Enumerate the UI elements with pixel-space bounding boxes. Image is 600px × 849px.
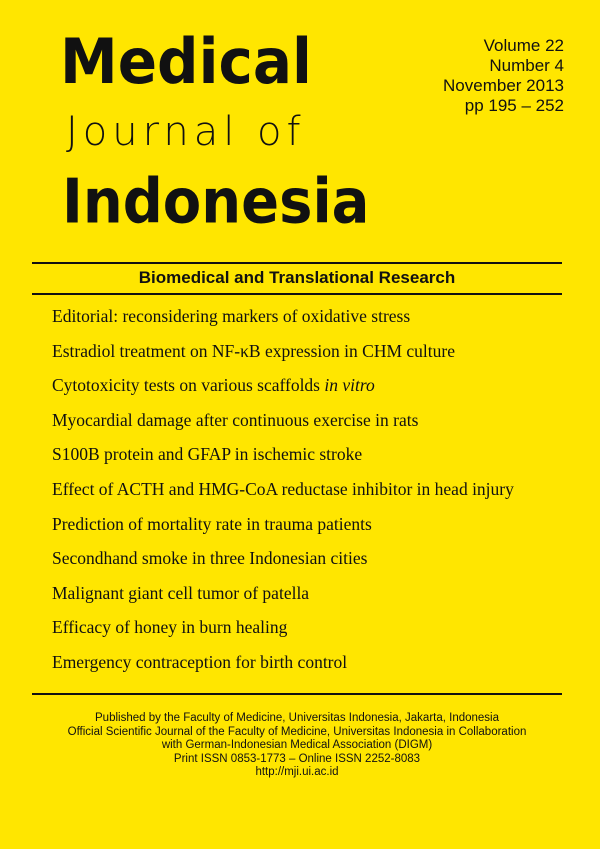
masthead-indonesia: Indonesia — [62, 166, 370, 238]
article-item — [52, 581, 572, 616]
pages-label: pp 195 – 252 — [464, 96, 564, 115]
article-title: Editorial: reconsidering markers of oxidative stress — [52, 306, 411, 326]
article-item — [52, 477, 572, 512]
divider-bottom — [32, 693, 562, 695]
article-title: Prediction of mortality rate in trauma patients — [52, 513, 372, 534]
volume-label: Volume 22 — [483, 36, 564, 55]
article-item — [52, 615, 572, 650]
article-item — [52, 650, 572, 685]
divider-section — [32, 293, 562, 295]
article-item — [52, 512, 572, 547]
article-title-italic: in vitro — [324, 375, 375, 396]
article-item — [52, 442, 572, 477]
publisher-line: Published by the Faculty of Medicine, Universitas Indonesia, Jakarta, Indonesia — [95, 712, 499, 724]
official-journal-line: Official Scientific Journal of the Faculty of Medicine, Universitas Indonesia in Collaboration — [67, 725, 527, 738]
date-label: November 2013 — [443, 76, 564, 95]
article-list — [52, 304, 572, 685]
section-heading: Biomedical and Translational Research — [138, 268, 456, 287]
collaboration-line: with German-Indonesian Medical Association (DIGM) — [161, 739, 433, 752]
issue-info — [443, 36, 564, 116]
masthead-journal-of: Journal of — [66, 109, 306, 155]
article-title: Malignant giant cell tumor of patella — [52, 582, 310, 603]
website-link[interactable]: http://mji.ui.ac.id — [255, 766, 339, 779]
issn-line: Print ISSN 0853-1773 – Online ISSN 2252-8083 — [173, 752, 421, 765]
article-item — [52, 408, 572, 443]
article-title: Effect of ACTH and HMG-CoA reductase inhibitor in head injury — [52, 478, 514, 499]
publisher-footer — [32, 712, 562, 780]
article-item — [52, 373, 572, 408]
article-title: S100B protein and GFAP in ischemic stroke — [52, 444, 363, 465]
article-item — [52, 546, 572, 581]
article-title: Emergency contraception for birth control — [52, 651, 348, 672]
masthead-medical: Medical — [60, 24, 312, 99]
divider-top — [32, 262, 562, 264]
article-item — [52, 339, 572, 374]
article-title: Estradiol treatment on NF-κB expression in CHM culture — [52, 340, 455, 361]
article-title: Efficacy of honey in burn healing — [52, 617, 288, 638]
article-title: Cytotoxicity tests on various scaffolds — [52, 375, 325, 396]
article-item — [52, 304, 572, 339]
article-title: Myocardial damage after continuous exercise in rats — [52, 409, 419, 430]
number-label: Number 4 — [489, 56, 564, 75]
article-title: Secondhand smoke in three Indonesian cities — [52, 548, 368, 569]
